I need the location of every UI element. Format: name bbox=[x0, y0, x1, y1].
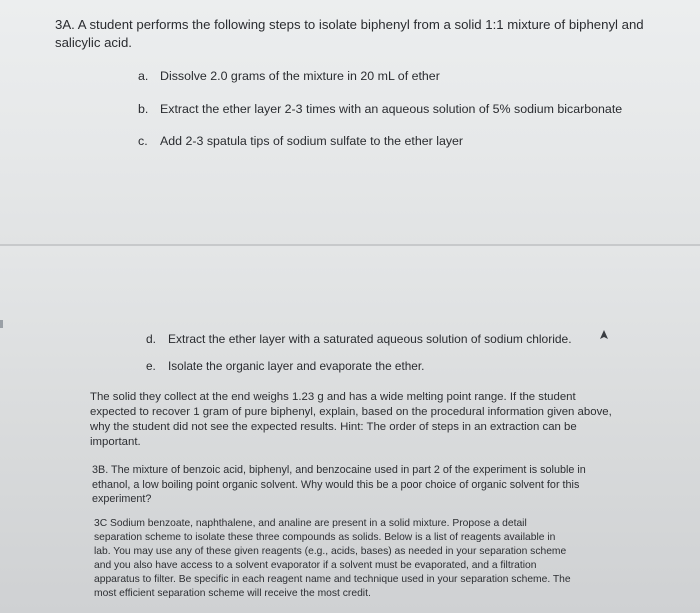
question-3a-line-1: 3A. A student performs the following steps to isolate biphenyl from a solid 1:1 mixture of biphenyl and bbox=[55, 17, 644, 32]
step-e-letter: e. bbox=[146, 359, 156, 373]
step-b-letter: b. bbox=[138, 102, 149, 116]
question-3a-line-2: salicylic acid. bbox=[55, 35, 132, 50]
step-b-text: Extract the ether layer 2-3 times with an aqueous solution of 5% sodium bicarbonate bbox=[160, 102, 623, 116]
step-c bbox=[138, 134, 463, 149]
question-3b-line-2: ethanol, a low boiling point organic solvent. Why would this be a poor choice of organic solvent for this bbox=[92, 479, 580, 491]
question-3c-line-6: most efficient separation scheme will receive the most credit. bbox=[94, 588, 371, 599]
question-3a-paragraph-line-3: why the student did not see the expected results. Hint: The order of steps in an extraction can be bbox=[90, 421, 577, 433]
question-3b-line-1: 3B. The mixture of benzoic acid, biphenyl, and benzocaine used in part 2 of the experiment is soluble in bbox=[92, 464, 586, 476]
step-e-text: Isolate the organic layer and evaporate the ether. bbox=[168, 359, 425, 373]
step-d-letter: d. bbox=[146, 332, 157, 346]
question-3a-paragraph-line-1: The solid they collect at the end weighs 1.23 g and has a wide melting point range. If the student bbox=[90, 391, 576, 403]
question-3c-line-1: 3C Sodium benzoate, naphthalene, and analine are present in a solid mixture. Propose a detail bbox=[94, 518, 527, 529]
question-3a-paragraph-line-4: important. bbox=[90, 436, 141, 448]
step-d-text: Extract the ether layer with a saturated aqueous solution of sodium chloride. bbox=[168, 332, 572, 346]
step-c-letter: c. bbox=[138, 134, 148, 148]
question-3a-paragraph-line-2: expected to recover 1 gram of pure biphenyl, explain, based on the procedural information given above, bbox=[90, 406, 612, 418]
step-b bbox=[138, 102, 622, 117]
step-a-letter: a. bbox=[138, 69, 149, 83]
question-3c-line-5: apparatus to filter. Be specific in each reagent name and technique used in your separation scheme. The bbox=[94, 574, 571, 585]
question-3c-line-3: lab. You may use any of these given reagents (e.g., acids, bases) as needed in your separation scheme bbox=[94, 546, 567, 557]
step-e bbox=[146, 359, 424, 374]
mouse-cursor-icon bbox=[598, 329, 610, 341]
step-c-text: Add 2-3 spatula tips of sodium sulfate to the ether layer bbox=[160, 134, 464, 148]
step-a-text: Dissolve 2.0 grams of the mixture in 20 mL of ether bbox=[160, 69, 440, 83]
step-a bbox=[138, 69, 440, 84]
step-d bbox=[146, 332, 572, 347]
page-edge-mark bbox=[0, 320, 3, 328]
question-3c-line-4: and you also have access to a solvent evaporator if a solvent must be evaporated, and a filtration bbox=[94, 560, 537, 571]
question-3b-line-3: experiment? bbox=[92, 493, 152, 505]
question-3c-line-2: separation scheme to isolate these three compounds as solids. Below is a list of reagents available in bbox=[94, 532, 556, 543]
